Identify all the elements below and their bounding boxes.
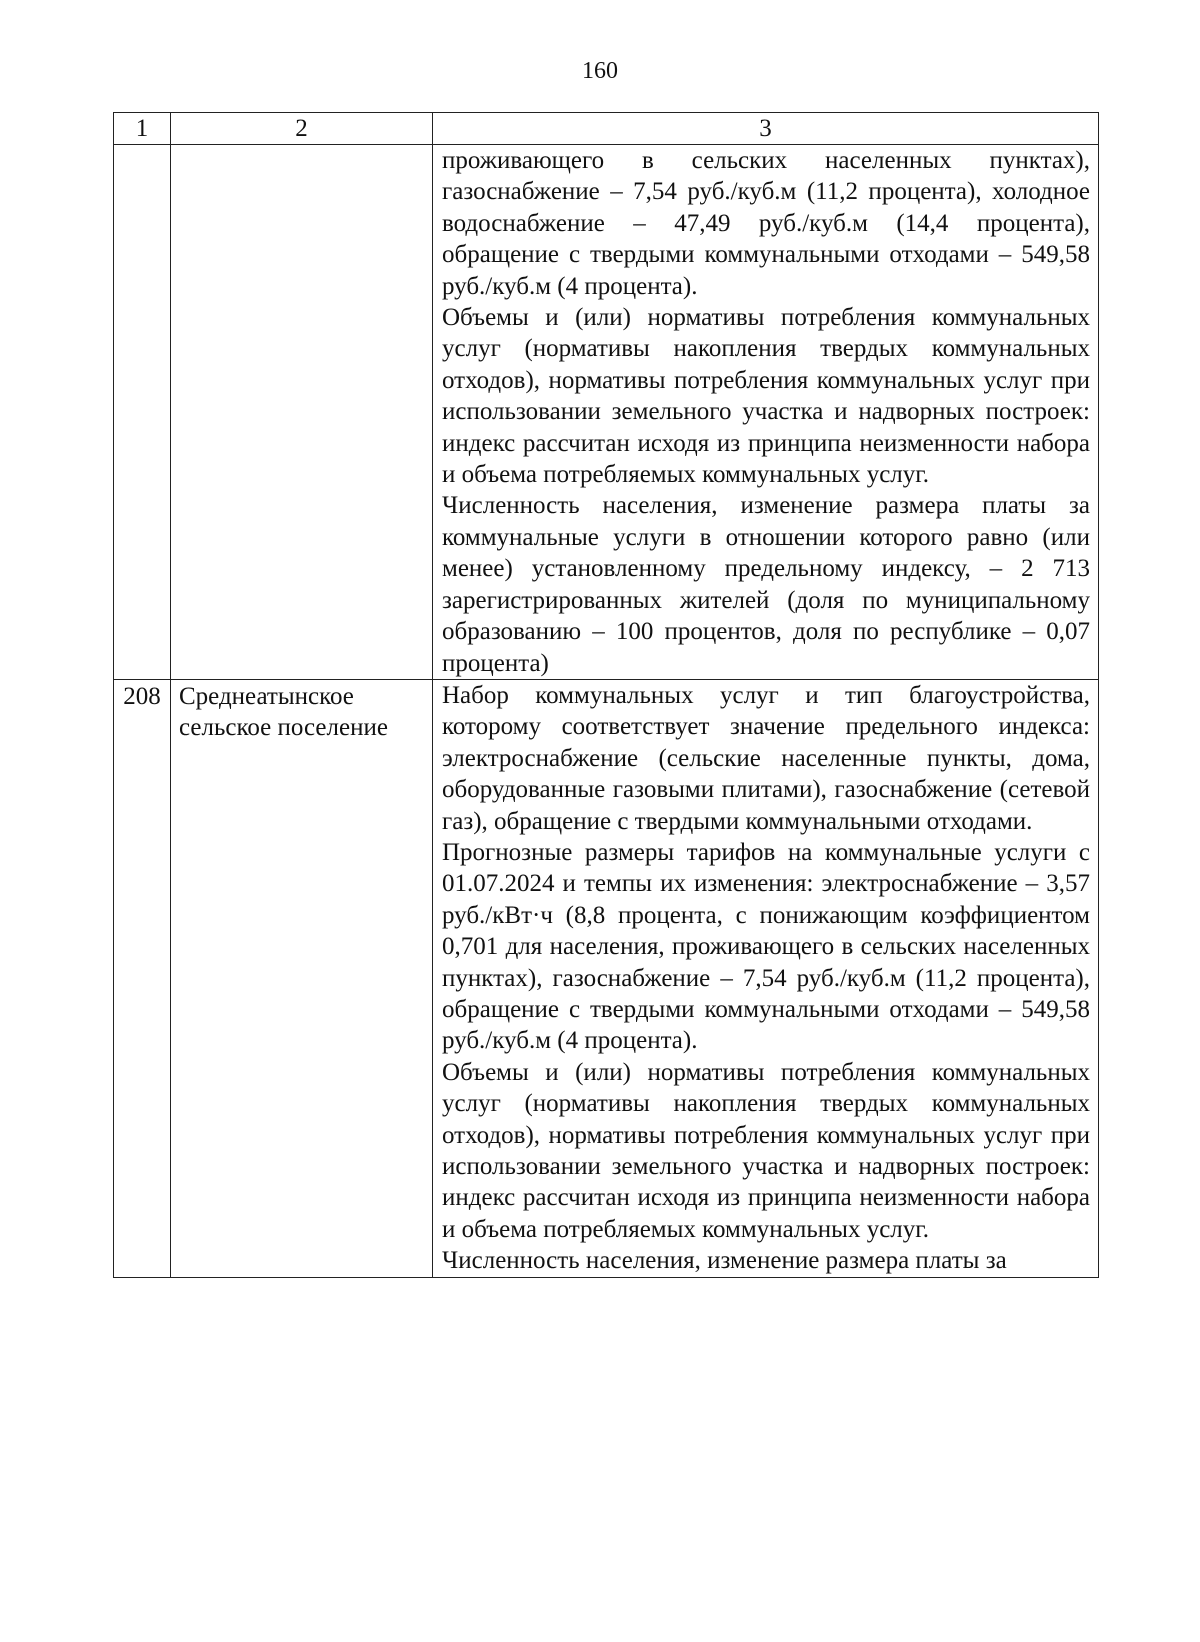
settlement-name-cell — [171, 145, 433, 680]
row-number-cell: 208 — [114, 679, 171, 1277]
description-paragraph: Прогнозные размеры тарифов на коммунальные услуги с 01.07.2024 и темпы их изменения: электроснабжение – 3,57 руб./кВт·ч (8,8 процента, с понижающим коэффициентом 0,701 для населения, проживающего в сельских населенных пунктах), газоснабжение – 7,54 руб./куб.м (11,2 процента), обращение с твердыми коммунальными отходами – 549,58 руб./куб.м (4 процента). — [442, 838, 1090, 1055]
description-paragraph: Объемы и (или) нормативы потребления коммунальных услуг (нормативы накопления твердых коммунальных отходов), нормативы потребления коммунальных услуг при использовании земельного участка и надворных построек: индекс рассчитан исходя из принципа неизменности набора и объема потребляемых коммунальных услуг. — [442, 304, 1090, 489]
column-header-1: 1 — [114, 113, 171, 145]
tariff-table — [113, 112, 1099, 1278]
description-cell — [433, 145, 1099, 680]
table-row-208 — [114, 679, 1099, 1277]
description-paragraph: Численность населения, изменение размера платы за коммунальные услуги в отношении которого равно (или менее) установленному предельному индексу, – 2 713 зарегистрированных жителей (доля по муниципальному образованию – 100 процентов, доля по республике – 0,07 процента) — [442, 492, 1090, 677]
table-row-continuation — [114, 145, 1099, 680]
settlement-name-cell — [171, 679, 433, 1277]
row-number-cell — [114, 145, 171, 680]
settlement-name-line: Среднеатынское — [179, 682, 354, 710]
column-header-2: 2 — [171, 113, 433, 145]
description-paragraph: Численность населения, изменение размера платы за — [442, 1247, 1007, 1275]
description-paragraph: Объемы и (или) нормативы потребления коммунальных услуг (нормативы накопления твердых коммунальных отходов), нормативы потребления коммунальных услуг при использовании земельного участка и надворных построек: индекс рассчитан исходя из принципа неизменности набора и объема потребляемых коммунальных услуг. — [442, 1058, 1090, 1243]
description-paragraph: Набор коммунальных услуг и тип благоустройства, которому соответствует значение предельного индекса: электроснабжение (сельские населенные пункты, дома, оборудованные газовыми плитами), газоснабжение (сетевой газ), обращение с твердыми коммунальными отходами. — [442, 681, 1090, 835]
description-cell — [433, 679, 1099, 1277]
column-header-3: 3 — [433, 113, 1099, 145]
description-paragraph: проживающего в сельских населенных пунктах), газоснабжение – 7,54 руб./куб.м (11,2 процента), холодное водоснабжение – 47,49 руб./куб.м (14,4 процента), обращение с твердыми коммунальными отходами – 549,58 руб./куб.м (4 процента). — [442, 147, 1090, 300]
page-number: 160 — [582, 58, 618, 84]
settlement-name-line: сельское поселение — [179, 714, 388, 742]
table-header-row — [114, 113, 1099, 145]
